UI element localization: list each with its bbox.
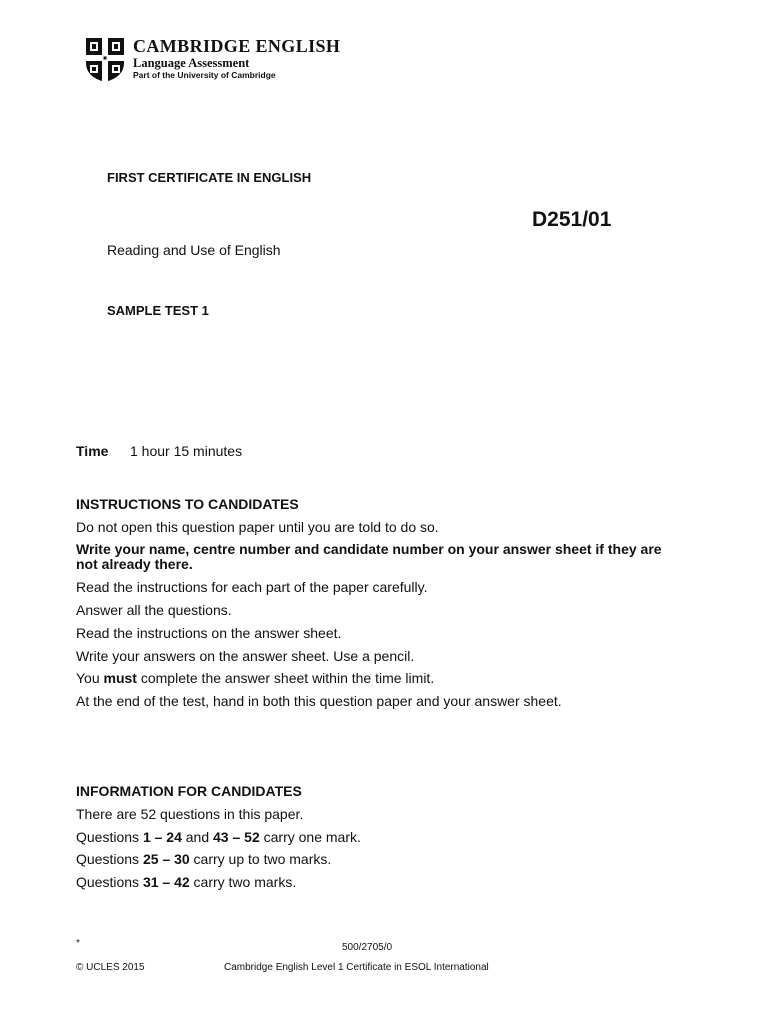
- emphasis: must: [103, 670, 137, 686]
- question-range: 1 – 24: [142, 829, 182, 845]
- question-range: 31 – 42: [142, 874, 190, 890]
- text-fragment: Questions: [76, 829, 143, 845]
- text-fragment: carry up to two marks.: [189, 851, 332, 867]
- instruction-line: Read the instructions for each part of the paper carefully.: [76, 579, 428, 595]
- instruction-line: At the end of the test, hand in both this question paper and your answer sheet.: [76, 693, 562, 709]
- instruction-line: not already there.: [76, 556, 193, 572]
- information-line: [76, 851, 331, 867]
- footer-reference: 500/2705/0: [342, 942, 393, 953]
- footer-certificate: Cambridge English Level 1 Certificate in ESOL International: [224, 962, 489, 973]
- instruction-line: Read the instructions on the answer sheet.: [76, 625, 342, 641]
- text-fragment: complete the answer sheet within the time limit.: [136, 670, 435, 686]
- paper-code: D251/01: [532, 208, 612, 231]
- information-line: [76, 874, 296, 890]
- text-fragment: carry two marks.: [189, 874, 297, 890]
- information-heading: INFORMATION FOR CANDIDATES: [76, 783, 302, 799]
- text-fragment: Questions: [76, 851, 143, 867]
- brand-name: CAMBRIDGE ENGLISH: [133, 36, 341, 56]
- text-fragment: Questions: [76, 874, 143, 890]
- brand-subtitle: Language Assessment: [133, 56, 250, 70]
- instruction-line: Answer all the questions.: [76, 602, 232, 618]
- instruction-line: Write your answers on the answer sheet. Use a pencil.: [76, 648, 415, 664]
- brand-affiliation: Part of the University of Cambridge: [133, 70, 276, 80]
- information-line: [76, 829, 361, 845]
- paper-name: Reading and Use of English: [107, 242, 281, 258]
- instruction-line: [76, 670, 434, 686]
- cambridge-shield-icon: [85, 37, 125, 83]
- instruction-line: Write your name, centre number and candidate number on your answer sheet if they are: [76, 541, 662, 557]
- information-line: There are 52 questions in this paper.: [76, 806, 304, 822]
- text-fragment: and: [181, 829, 214, 845]
- footer-marker: *: [76, 938, 80, 949]
- instructions-heading: INSTRUCTIONS TO CANDIDATES: [76, 496, 299, 512]
- text-fragment: carry one mark.: [259, 829, 361, 845]
- footer-copyright: © UCLES 2015: [76, 962, 145, 973]
- text-fragment: You: [76, 670, 104, 686]
- instruction-line: Do not open this question paper until you are told to do so.: [76, 519, 439, 535]
- question-range: 25 – 30: [142, 851, 190, 867]
- question-range: 43 – 52: [213, 829, 260, 845]
- sample-label: SAMPLE TEST 1: [107, 303, 209, 318]
- time-label: Time: [76, 443, 109, 459]
- time-value: 1 hour 15 minutes: [130, 443, 243, 459]
- exam-title: FIRST CERTIFICATE IN ENGLISH: [107, 170, 312, 185]
